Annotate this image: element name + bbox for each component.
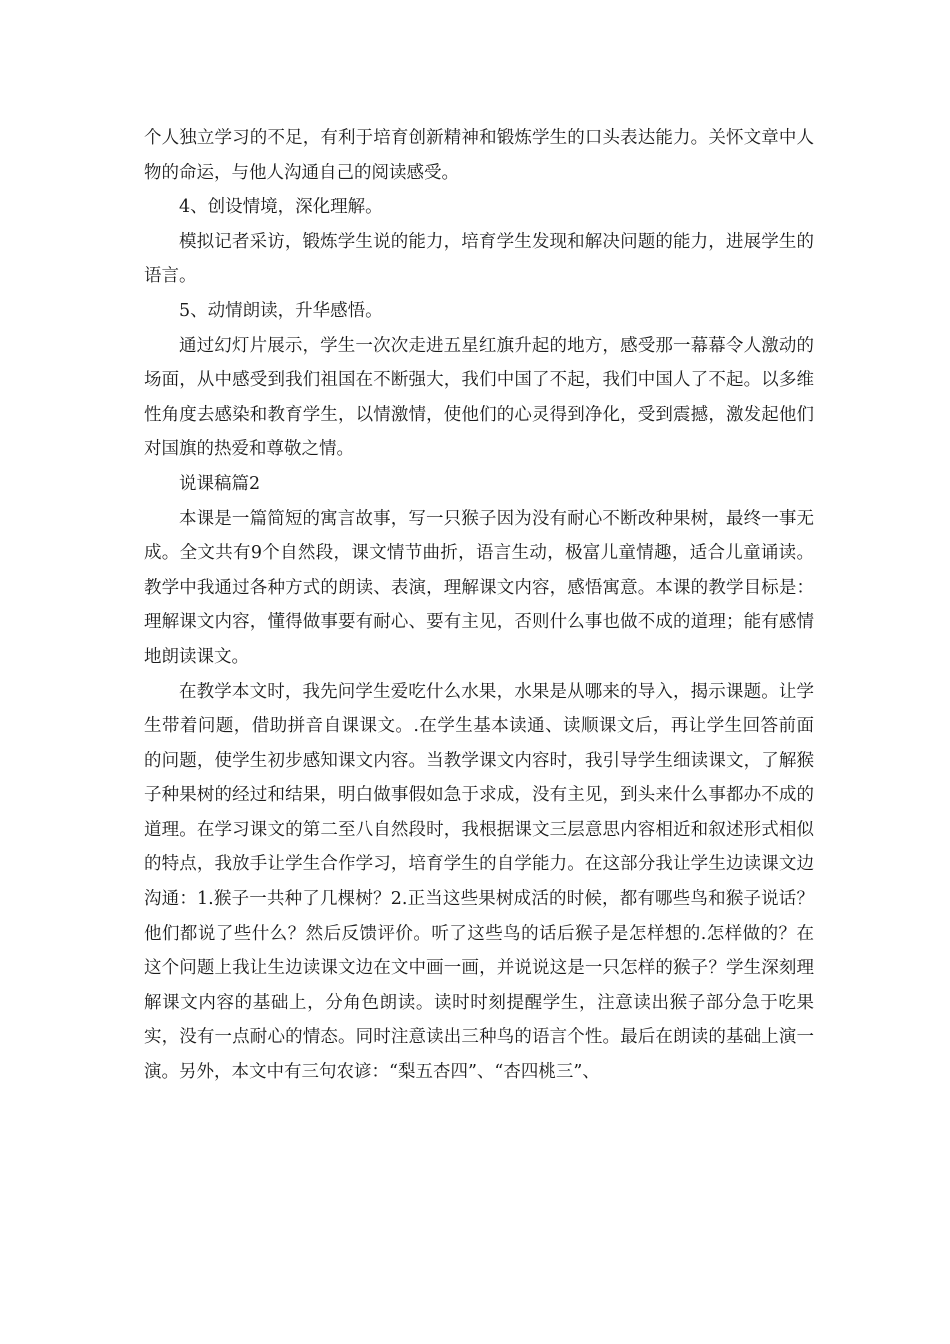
- section-heading-5: 5、动情朗读，升华感悟。: [179, 300, 383, 321]
- paragraph: 在教学本文时，我先问学生爱吃什么水果，水果是从哪来的导入，揭示课题。让学生带着问题，借助拼音自课课文。.在学生基本读通、读顺课文后，再让学生回答前面的问题，使学生初步感知课文内容。当教学课文内容时，我引导学生细读课文，了解猴子种果树的经过和结果，明白做事假如急于求成，没有主见，到头来什么事都办不成的道理。在学习课文的第二至八自然段时，我根据课文三层意思内容相近和叙述形式相似的特点，我放手让学生合作学习，培育学生的自学能力。在这部分我让学生边读课文边沟通：1.猴子一共种了几棵树？2.正当这些果树成活的时候，都有哪些鸟和猴子说话？他们都说了些什么？然后反馈评价。听了这些鸟的话后猴子是怎样想的.怎样做的？在这个问题上我让生边读课文边在文中画一画，并说说这是一只怎样的猴子？学生深刻理解课文内容的基础上，分角色朗读。读时时刻提醒学生，注意读出猴子部分急于吃果实，没有一点耐心的情态。同时注意读出三种鸟的语言个性。最后在朗读的基础上演一演。另外，本文中有三句农谚：“梨五杏四”、“杏四桃三”、: [144, 681, 814, 1083]
- paragraph: 模拟记者采访，锻炼学生说的能力，培育学生发现和解决问题的能力，进展学生的语言。: [144, 231, 814, 287]
- paragraph: 本课是一篇简短的寓言故事，写一只猴子因为没有耐心不断改种果树，最终一事无成。全文共有9个自然段，课文情节曲折，语言生动，极富儿童情趣，适合儿童诵读。教学中我通过各种方式的朗读、表演，理解课文内容，感悟寓意。本课的教学目标是：理解课文内容，懂得做事要有耐心、要有主见，否则什么事也做不成的道理；能有感情地朗读课文。: [144, 508, 814, 667]
- section-heading-4: 4、创设情境，深化理解。: [179, 197, 383, 218]
- document-body: [144, 121, 814, 1090]
- article-title: 说课稿篇2: [179, 473, 261, 494]
- paragraph: 通过幻灯片展示，学生一次次走进五星红旗升起的地方，感受那一幕幕令人激动的场面，从中感受到我们祖国在不断强大，我们中国了不起，我们中国人了不起。以多维性角度去感染和教育学生，以情激情，使他们的心灵得到净化，受到震撼，激发起他们对国旗的热爱和尊敬之情。: [144, 335, 814, 460]
- paragraph-continuation: 个人独立学习的不足，有利于培育创新精神和锻炼学生的口头表达能力。关怀文章中人物的命运，与他人沟通自己的阅读感受。: [144, 128, 814, 183]
